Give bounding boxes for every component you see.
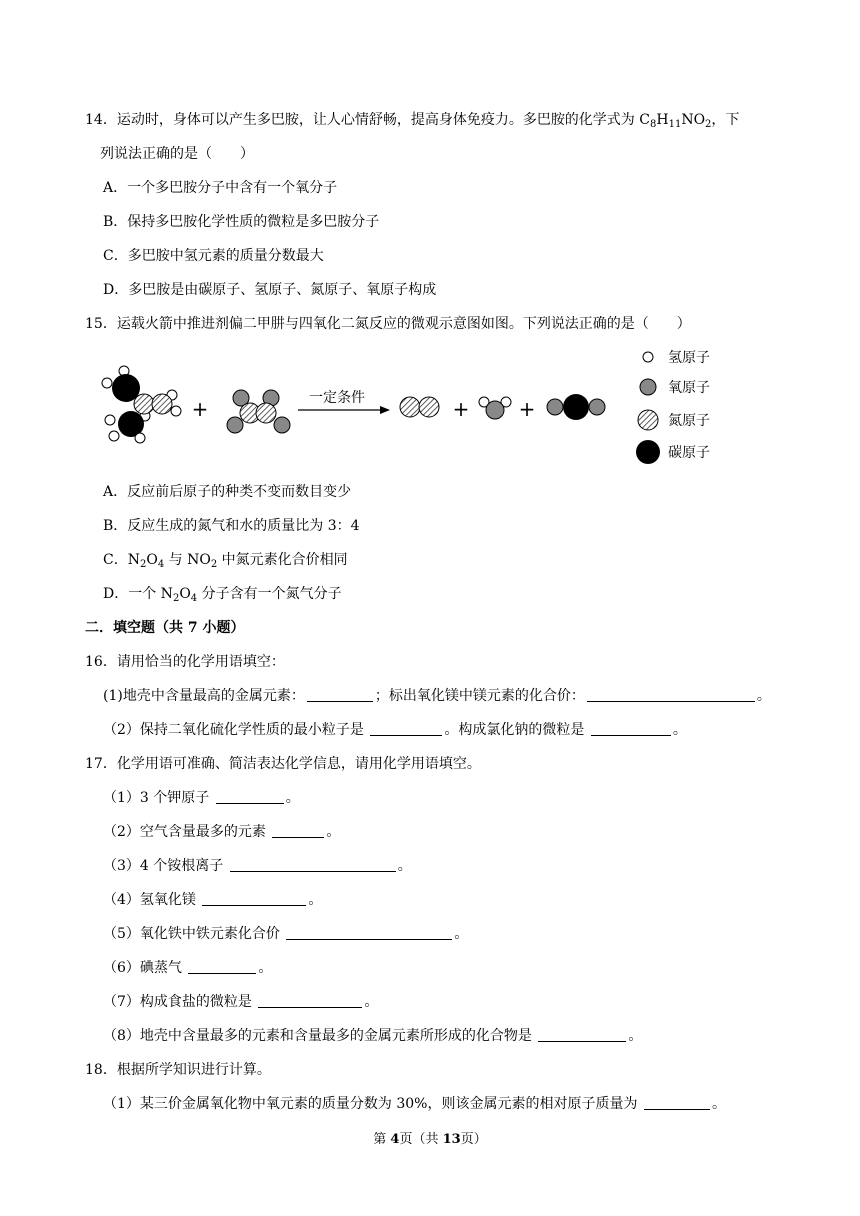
q17-item: （4）氢氧化镁 。: [103, 892, 323, 908]
q16-part2: （2）保持二氧化硫化学性质的最小粒子是 。构成氯化钠的微粒是 。: [103, 722, 687, 738]
legend: [636, 350, 710, 464]
answer-blank[interactable]: [587, 686, 755, 702]
q14-option-b: B．保持多巴胺化学性质的微粒是多巴胺分子: [103, 214, 380, 230]
legend-oxygen: 氧原子: [668, 380, 710, 396]
answer-blank[interactable]: [591, 720, 671, 736]
dinitrogen-tetroxide-molecule: [227, 390, 290, 433]
nitrogen-molecule: [400, 397, 439, 417]
answer-blank[interactable]: [370, 720, 442, 736]
answer-blank[interactable]: [230, 856, 396, 872]
q14-option-c: C．多巴胺中氢元素的质量分数最大: [103, 248, 324, 264]
oxygen-atom-icon: [640, 379, 656, 395]
water-molecule: [479, 397, 511, 419]
section-heading: 二．填空题（共 7 小题）: [85, 620, 245, 636]
q17-item: （6）碘蒸气 。: [103, 960, 273, 976]
answer-blank[interactable]: [286, 924, 452, 940]
q14-option-d: D．多巴胺是由碳原子、氢原子、氮原子、氧原子构成: [103, 282, 437, 298]
q17-item: （7）构成食盐的微粒是 。: [103, 994, 379, 1010]
q16-stem: 16．请用恰当的化学用语填空：: [85, 654, 285, 670]
arrow-label: 一定条件: [309, 390, 365, 406]
q15-option-d: D．一个 $N_2O_4$ 分子含有一个氮气分子: [103, 586, 342, 604]
q17-item: （3）4 个铵根离子 。: [103, 858, 412, 874]
nitrogen-atom-icon: [638, 410, 658, 430]
q18-part1: （1）某三价金属氧化物中氧元素的质量分数为 30%，则该金属元素的相对原子质量为 。: [103, 1096, 726, 1112]
q17-item: （8）地壳中含量最多的元素和含量最多的金属元素所形成的化合物是 。: [103, 1028, 643, 1044]
q14-stem-line2: 列说法正确的是（ ）: [100, 146, 254, 162]
q17-stem: 17．化学用语可准确、简洁表达化学信息，请用化学用语填空。: [85, 756, 481, 772]
legend-hydrogen: 氢原子: [668, 350, 710, 366]
q15-option-c: C．$N_2O_4$ 与 $NO_2$ 中氮元素化合价相同: [103, 552, 348, 570]
q15-stem: 15．运载火箭中推进剂偏二甲肼与四氧化二氮反应的微观示意图如图。下列说法正确的是（ ）: [85, 316, 691, 332]
plus-sign-1: +: [191, 397, 209, 421]
reaction-diagram: [0, 340, 860, 470]
answer-blank[interactable]: [216, 788, 284, 804]
plus-sign-3: +: [518, 397, 536, 421]
carbon-atom-icon: [636, 440, 660, 464]
q17-item: （1）3 个钾原子 。: [103, 790, 300, 806]
answer-blank[interactable]: [202, 890, 306, 906]
answer-blank[interactable]: [538, 1026, 626, 1042]
answer-blank[interactable]: [272, 822, 324, 838]
q15-option-a: A．反应前后原子的种类不变而数目变少: [103, 484, 352, 500]
page-footer: 第 4页（共 13页）: [373, 1132, 487, 1147]
q17-item: （2）空气含量最多的元素 。: [103, 824, 341, 840]
q15-option-b: B．反应生成的氮气和水的质量比为 3：4: [103, 518, 360, 534]
answer-blank[interactable]: [307, 686, 373, 702]
q14-stem-line1: 14．运动时，身体可以产生多巴胺，让人心情舒畅，提高身体免疫力。多巴胺的化学式为 $C_8H_{11}NO_2$，下: [85, 112, 740, 130]
q16-part1: (1)地壳中含量最高的金属元素： ；标出氧化镁中镁元素的化合价： 。: [103, 688, 771, 704]
answer-blank[interactable]: [258, 992, 362, 1008]
q14-option-a: A．一个多巴胺分子中含有一个氧分子: [103, 180, 338, 196]
q18-stem: 18．根据所学知识进行计算。: [85, 1062, 271, 1078]
answer-blank[interactable]: [644, 1094, 710, 1110]
hydrogen-atom-icon: [643, 352, 653, 362]
q17-item: （5）氧化铁中铁元素化合价 。: [103, 926, 469, 942]
legend-carbon: 碳原子: [668, 445, 710, 461]
plus-sign-2: +: [452, 397, 470, 421]
dimethylhydrazine-molecule: [102, 366, 181, 443]
legend-nitrogen: 氮原子: [668, 413, 710, 429]
carbon-dioxide-molecule: [547, 394, 605, 420]
answer-blank[interactable]: [188, 958, 256, 974]
